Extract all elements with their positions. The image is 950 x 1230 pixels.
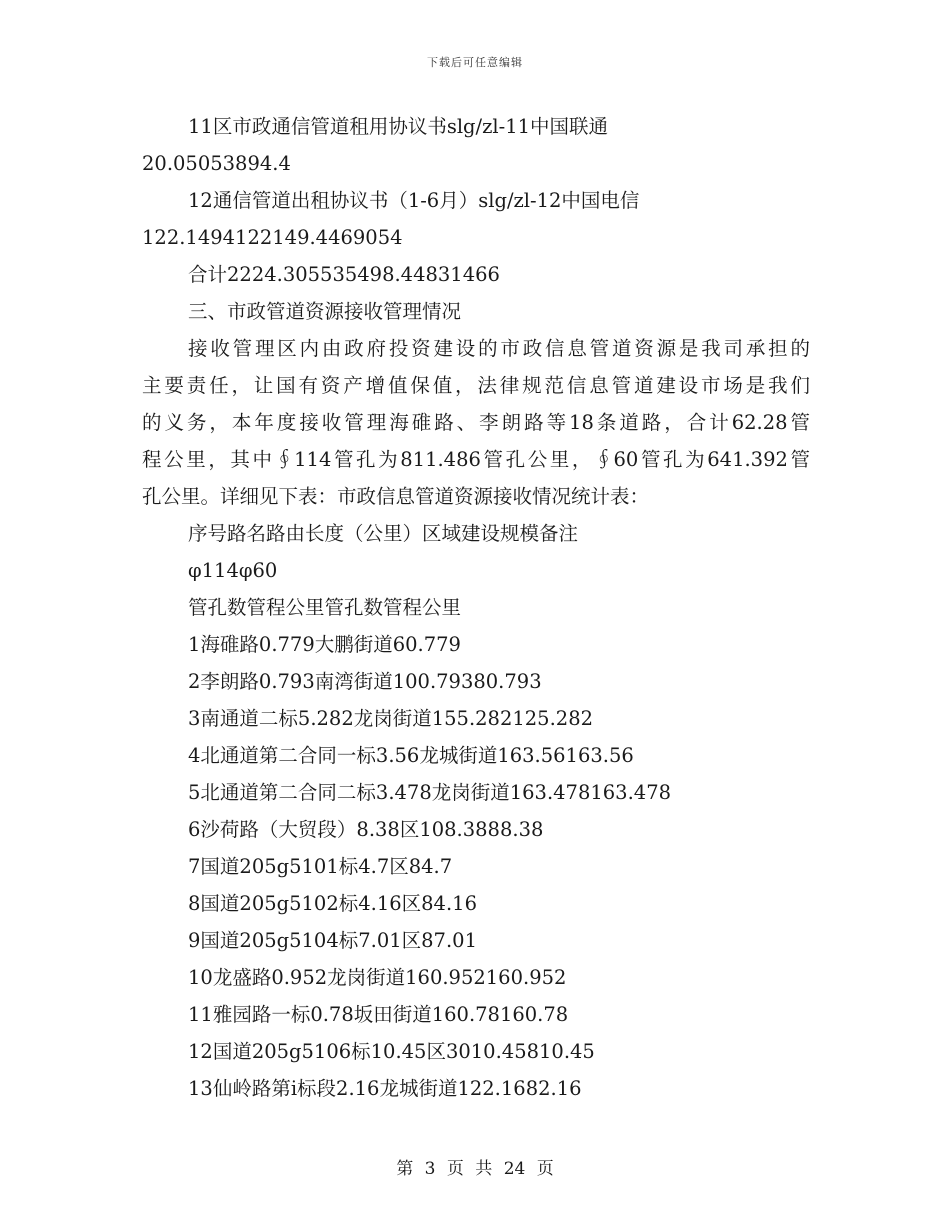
text-line: 12通信管道出租协议书（1-6月）slg/zl-12中国电信 (188, 189, 640, 212)
text-line: 9国道205g5104标7.01区87.01 (188, 929, 477, 952)
text-line: 孔公里。详细见下表：市政信息管道资源接收情况统计表： (142, 485, 650, 508)
text-line: 三、市政管道资源接收管理情况 (188, 300, 462, 323)
text-line: 接收管理区内由政府投资建设的市政信息管道资源是我司承担的 (188, 337, 810, 360)
text-line: 4北通道第二合同一标3.56龙城街道163.56163.56 (188, 744, 634, 767)
text-line: 7国道205g5101标4.7区84.7 (188, 855, 453, 878)
page-header: 下载后可任意编辑 (427, 56, 523, 69)
text-line: 6沙荷路（大贸段）8.38区108.3888.38 (188, 818, 544, 841)
text-line: 10龙盛路0.952龙岗街道160.952160.952 (188, 966, 567, 989)
text-line: 1海碓路0.779大鹏街道60.779 (188, 633, 461, 656)
text-line: 5北通道第二合同二标3.478龙岗街道163.478163.478 (188, 781, 672, 804)
text-line: 20.05053894.4 (142, 152, 291, 175)
text-line: 12国道205g5106标10.45区3010.45810.45 (188, 1040, 595, 1063)
text-line: 8国道205g5102标4.16区84.16 (188, 892, 477, 915)
text-line: 13仙岭路第i标段2.16龙城街道122.1682.16 (188, 1077, 582, 1100)
text-line: 序号路名路由长度（公里）区域建设规模备注 (188, 522, 579, 545)
page-footer: 第 3 页 共 24 页 (396, 1159, 554, 1179)
text-line: 合计2224.305535498.44831466 (188, 263, 500, 286)
text-line: 主要责任，让国有资产增值保值，法律规范信息管道建设市场是我们 (142, 374, 810, 397)
text-line: 3南通道二标5.282龙岗街道155.282125.282 (188, 707, 594, 730)
text-line: φ114φ60 (188, 559, 278, 582)
text-line: 管孔数管程公里管孔数管程公里 (188, 596, 462, 619)
text-line: 11区市政通信管道租用协议书slg/zl-11中国联通 (188, 115, 609, 138)
text-line: 2李朗路0.793南湾街道100.79380.793 (188, 670, 542, 693)
text-line: 的义务，本年度接收管理海碓路、李朗路等18条道路，合计62.28管 (142, 411, 810, 434)
document-body (142, 108, 810, 1107)
text-line: 122.1494122149.4469054 (142, 226, 403, 249)
text-line: 11雅园路一标0.78坂田街道160.78160.78 (188, 1003, 569, 1026)
text-line: 程公里，其中∮114管孔为811.486管孔公里，∮60管孔为641.392管 (142, 448, 810, 471)
